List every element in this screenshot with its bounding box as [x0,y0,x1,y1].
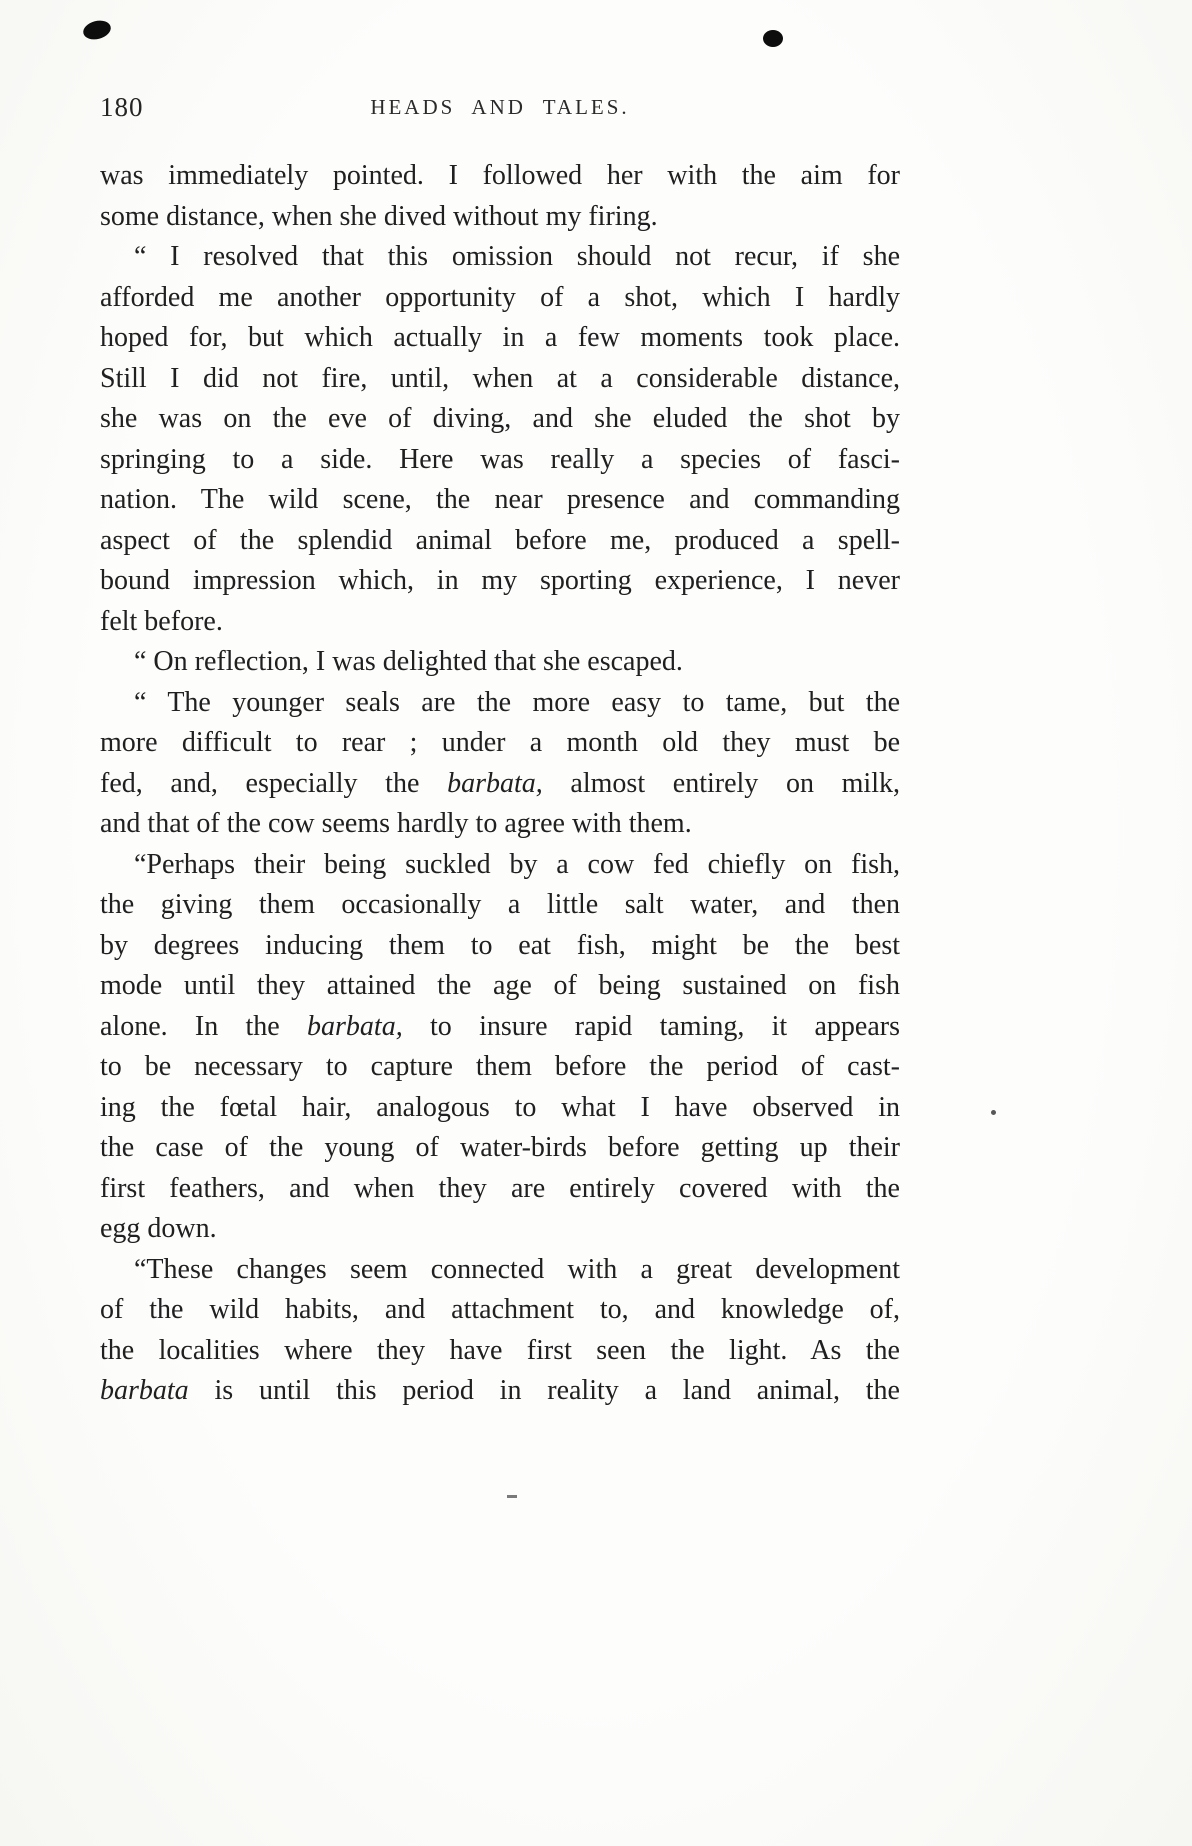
text-segment: to be necessary to capture them before the period of cast- [100,1051,900,1082]
text-line [100,804,900,845]
text-line [100,1169,900,1210]
text-line [100,1250,900,1291]
page-number: 180 [100,92,144,122]
text-segment: is until this period in reality a land animal, the [188,1375,900,1406]
text-segment: the localities where they have first seen the light. As the [100,1334,900,1366]
text-segment: “ The younger seals are the more easy to tame, but the [134,686,900,718]
text-line [100,845,900,886]
ink-spot-top-right [763,30,783,47]
text-line [100,764,900,805]
text-line [100,683,900,724]
text-segment: aspect of the splendid animal before me, produced a spell- [100,524,900,556]
text-block [100,156,900,1412]
text-line [100,1331,900,1372]
text-segment: more difficult to rear ; under a month old they must be [100,727,900,758]
text-segment: nation. The wild scene, the near presence and commanding [100,484,900,515]
text-segment: barbata [100,1375,189,1406]
text-segment: and that of the cow seems hardly to agree with them. [100,808,692,839]
text-segment: the case of the young of water-birds before getting up their [100,1132,900,1163]
text-segment: by degrees inducing them to eat fish, might be the best [100,929,900,961]
text-segment: “These changes seem connected with a great development [134,1253,900,1285]
text-segment: felt before. [100,605,223,637]
text-line [100,359,900,400]
text-segment: to insure rapid taming, it appears [402,1010,900,1042]
text-segment: barbata, [307,1010,403,1042]
running-header: HEADS AND TALES. [370,95,630,119]
text-segment: she was on the eve of diving, and she eluded the shot by [100,403,900,434]
text-segment: of the wild habits, and attachment to, and knowledge of, [100,1294,900,1325]
text-line [100,1128,900,1169]
text-line [100,480,900,521]
text-segment: hoped for, but which actually in a few moments took place. [100,322,900,353]
text-line [100,1007,900,1048]
text-segment: bound impression which, in my sporting experience, I never [100,565,900,596]
text-segment: almost entirely on milk, [542,767,900,799]
text-line [100,966,900,1007]
text-segment: mode until they attained the age of being sustained on fish [100,970,900,1001]
text-line [100,1088,900,1129]
text-line [100,561,900,602]
text-line [100,318,900,359]
text-line [100,1047,900,1088]
text-segment: afforded me another opportunity of a shot, which I hardly [100,281,900,313]
text-segment: fed, and, especially the [100,767,448,799]
text-segment: Still I did not fire, until, when at a considerable distance, [100,362,900,394]
text-line [100,1209,900,1250]
text-line [100,723,900,764]
text-line [100,278,900,319]
ink-spot-top-left [81,18,113,42]
text-segment: barbata, [447,767,543,799]
text-segment: egg down. [100,1213,217,1244]
text-line [100,156,900,197]
text-line [100,237,900,278]
text-segment: first feathers, and when they are entirely covered with the [100,1172,900,1204]
text-segment: ing the fœtal hair, analogous to what I have observed in [100,1091,900,1123]
text-segment: alone. In the [100,1010,308,1042]
text-line [100,602,900,643]
text-segment: springing to a side. Here was really a species of fasci- [100,443,900,475]
text-line [100,885,900,926]
text-segment: “ I resolved that this omission should not recur, if she [134,241,900,272]
text-line [100,521,900,562]
text-segment: “Perhaps their being suckled by a cow fed chiefly on fish, [134,848,900,880]
text-segment: was immediately pointed. I followed her with the aim for [100,160,900,191]
mark-bottom-center [507,1495,517,1498]
text-segment: the giving them occasionally a little salt water, and then [100,889,900,920]
text-line [100,642,900,683]
text-line [100,399,900,440]
text-line [100,440,900,481]
page-header [100,92,900,126]
text-segment: “ On reflection, I was delighted that she escaped. [134,646,683,677]
text-line [100,1371,900,1412]
speck-right-margin [991,1110,996,1115]
text-line [100,197,900,238]
text-line [100,926,900,967]
text-line [100,1290,900,1331]
text-segment: some distance, when she dived without my firing. [100,200,658,232]
